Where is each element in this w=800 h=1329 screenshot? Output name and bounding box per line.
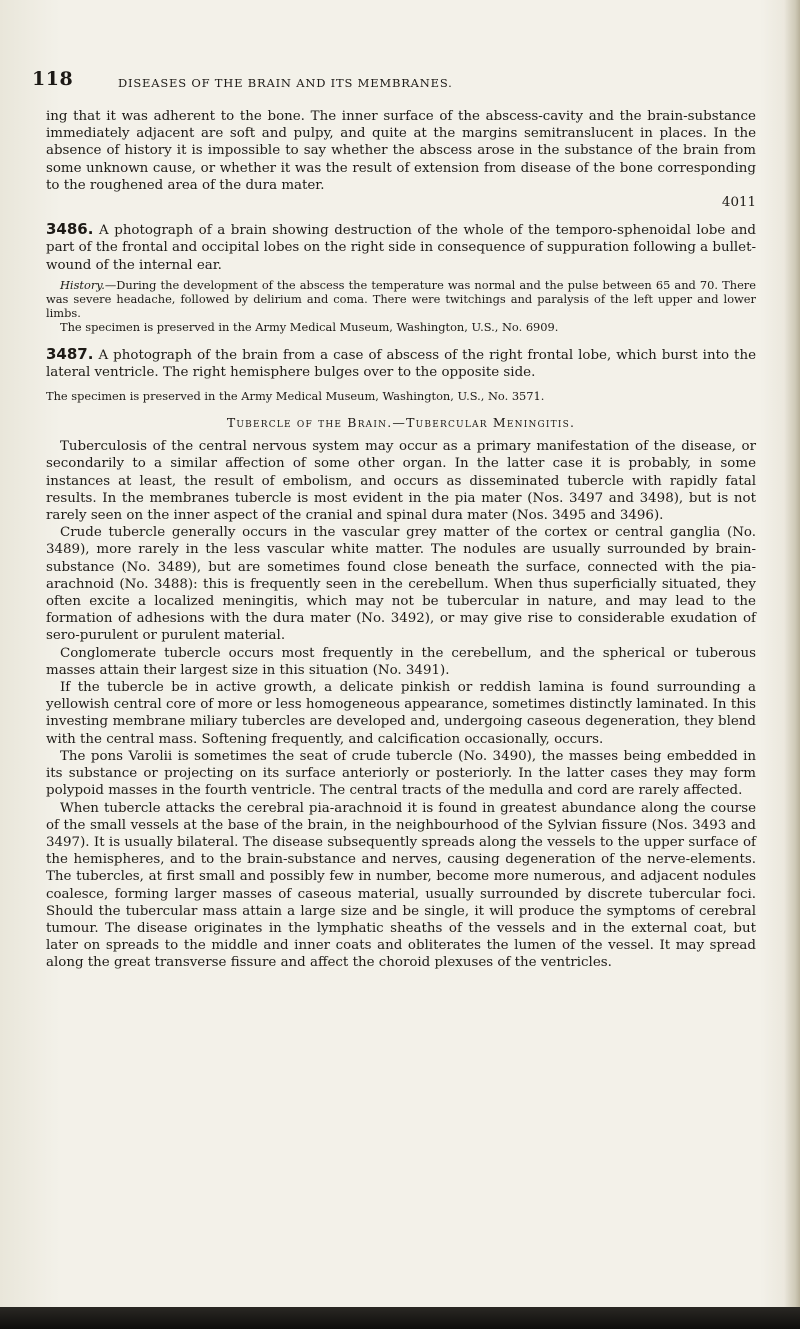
entry-text: A photograph of the brain from a case of abscess of the right frontal lobe, which burst into the lateral ventricle. The right hemisphere bulges over to the opposite side.	[46, 347, 756, 381]
continuation-ref: 4011	[721, 195, 756, 211]
page-header	[0, 58, 800, 88]
entry-number: 3486.	[46, 220, 94, 239]
entry-specimen: The specimen is preserved in the Army Medical Museum, Washington, U.S., No. 6909.	[60, 319, 559, 334]
continuation-text: ing that it was adherent to the bone. The inner surface of the abscess-cavity and the brain-substance immediately adjacent are soft and pulpy, and quite at the margins semitranslucent in places. In the absence of history it is impossible to say whether the abscess arose in the substance of the brain from some unknown cause, or whether it was the result of extension from disease of the bone corresponding to the roughened area of the dura mater.	[46, 109, 756, 193]
entry-text: A photograph of a brain showing destruction of the whole of the temporo-sphenoidal lobe and part of the frontal and occipital lobes on the right side in consequence of suppuration following a bullet-wound of the internal ear.	[46, 223, 756, 273]
history-text: —During the development of the abscess the temperature was normal and the pulse between 65 and 70. There was severe headache, followed by delirium and coma. There were twitchings and paralysis of the left upper and lower limbs.	[46, 277, 756, 320]
entry-number: 3487.	[46, 344, 94, 363]
body-paragraph: If the tubercle be in active growth, a delicate pinkish or reddish lamina is found surrounding a yellowish central core of more or less homogeneous appearance, sometimes distinctly laminated. In this investing membrane miliary tubercles are developed and, undergoing caseous degeneration, they blend with the central mass. Softening frequently, and calcification occasionally, occurs.	[46, 680, 756, 747]
entry-history	[46, 278, 756, 320]
entry-3486	[46, 221, 756, 274]
body-paragraph: Tuberculosis of the central nervous system may occur as a primary manifestation of the disease, or secondarily to a similar affection of some other organ. In the latter case it is probably, in some instances at least, the result of embolism, and occurs as disseminated tubercle with rapidly fatal results. In the membranes tubercle is most evident in the pia mater (Nos. 3497 and 3498), but is not rarely seen on the inner aspect of the cranial and spinal dura mater (Nos. 3495 and 3496).	[46, 439, 756, 524]
entry-3487	[46, 346, 756, 381]
page-edge-shadow	[784, 0, 800, 1329]
history-label: History.	[60, 277, 105, 292]
scan-bottom-edge	[0, 1307, 800, 1329]
body-paragraph: Conglomerate tubercle occurs most frequently in the cerebellum, and the spherical or tuberous masses attain their largest size in this situation (No. 3491).	[46, 645, 756, 678]
page-number: 118	[32, 68, 74, 90]
section-heading: Tubercle of the Brain.—Tubercular Meningitis.	[226, 415, 576, 431]
entry-specimen: The specimen is preserved in the Army Medical Museum, Washington, U.S., No. 3571.	[46, 389, 545, 404]
page-content	[46, 108, 756, 972]
body-paragraph: When tubercle attacks the cerebral pia-arachnoid it is found in greatest abundance along the course of the small vessels at the base of the brain, in the neighbourhood of the Sylvian fissure (Nos. 3493 and 3497). It is usually bilateral. The disease subsequently spreads along the vessels to the upper surface of the hemispheres, and to the brain-substance and nerves, causing degeneration of the nerve-elements. The tubercles, at first small and possibly few in number, become more numerous, and adjacent nodules coalesce, forming larger masses of caseous material, usually surrounded by discrete tubercular foci. Should the tubercular mass attain a large size and be single, it will produce the symptoms of cerebral tumour. The disease originates in the lymphatic sheaths of the vessels and in the external coat, but later on spreads to the middle and inner coats and obliterates the lumen of the vessel. It may spread along the great transverse fissure and affect the choroid plexuses of the ventricles.	[46, 800, 756, 971]
running-head: DISEASES OF THE BRAIN AND ITS MEMBRANES.	[118, 76, 453, 90]
body-paragraph: The pons Varolii is sometimes the seat of crude tubercle (No. 3490), the masses being embedded in its substance or projecting on its surface anteriorly or posteriorly. In the latter cases they may form polypoid masses in the fourth ventricle. The central tracts of the medulla and cord are rarely affected.	[46, 748, 756, 799]
body-paragraph: Crude tubercle generally occurs in the vascular grey matter of the cortex or central ganglia (No. 3489), more rarely in the less vascular white matter. The nodules are usually surrounded by brain-substance (No. 3489), but are sometimes found close beneath the surface, connected with the pia-arachnoid (No. 3488): this is frequently seen in the cerebellum. When thus superficially situated, they often excite a localized meningitis, which may not be tubercular in nature, and may lead to the formation of adhesions with the dura mater (No. 3492), or may give rise to considerable exudation of sero-purulent or purulent material.	[46, 525, 756, 644]
continuation-paragraph	[46, 108, 756, 211]
